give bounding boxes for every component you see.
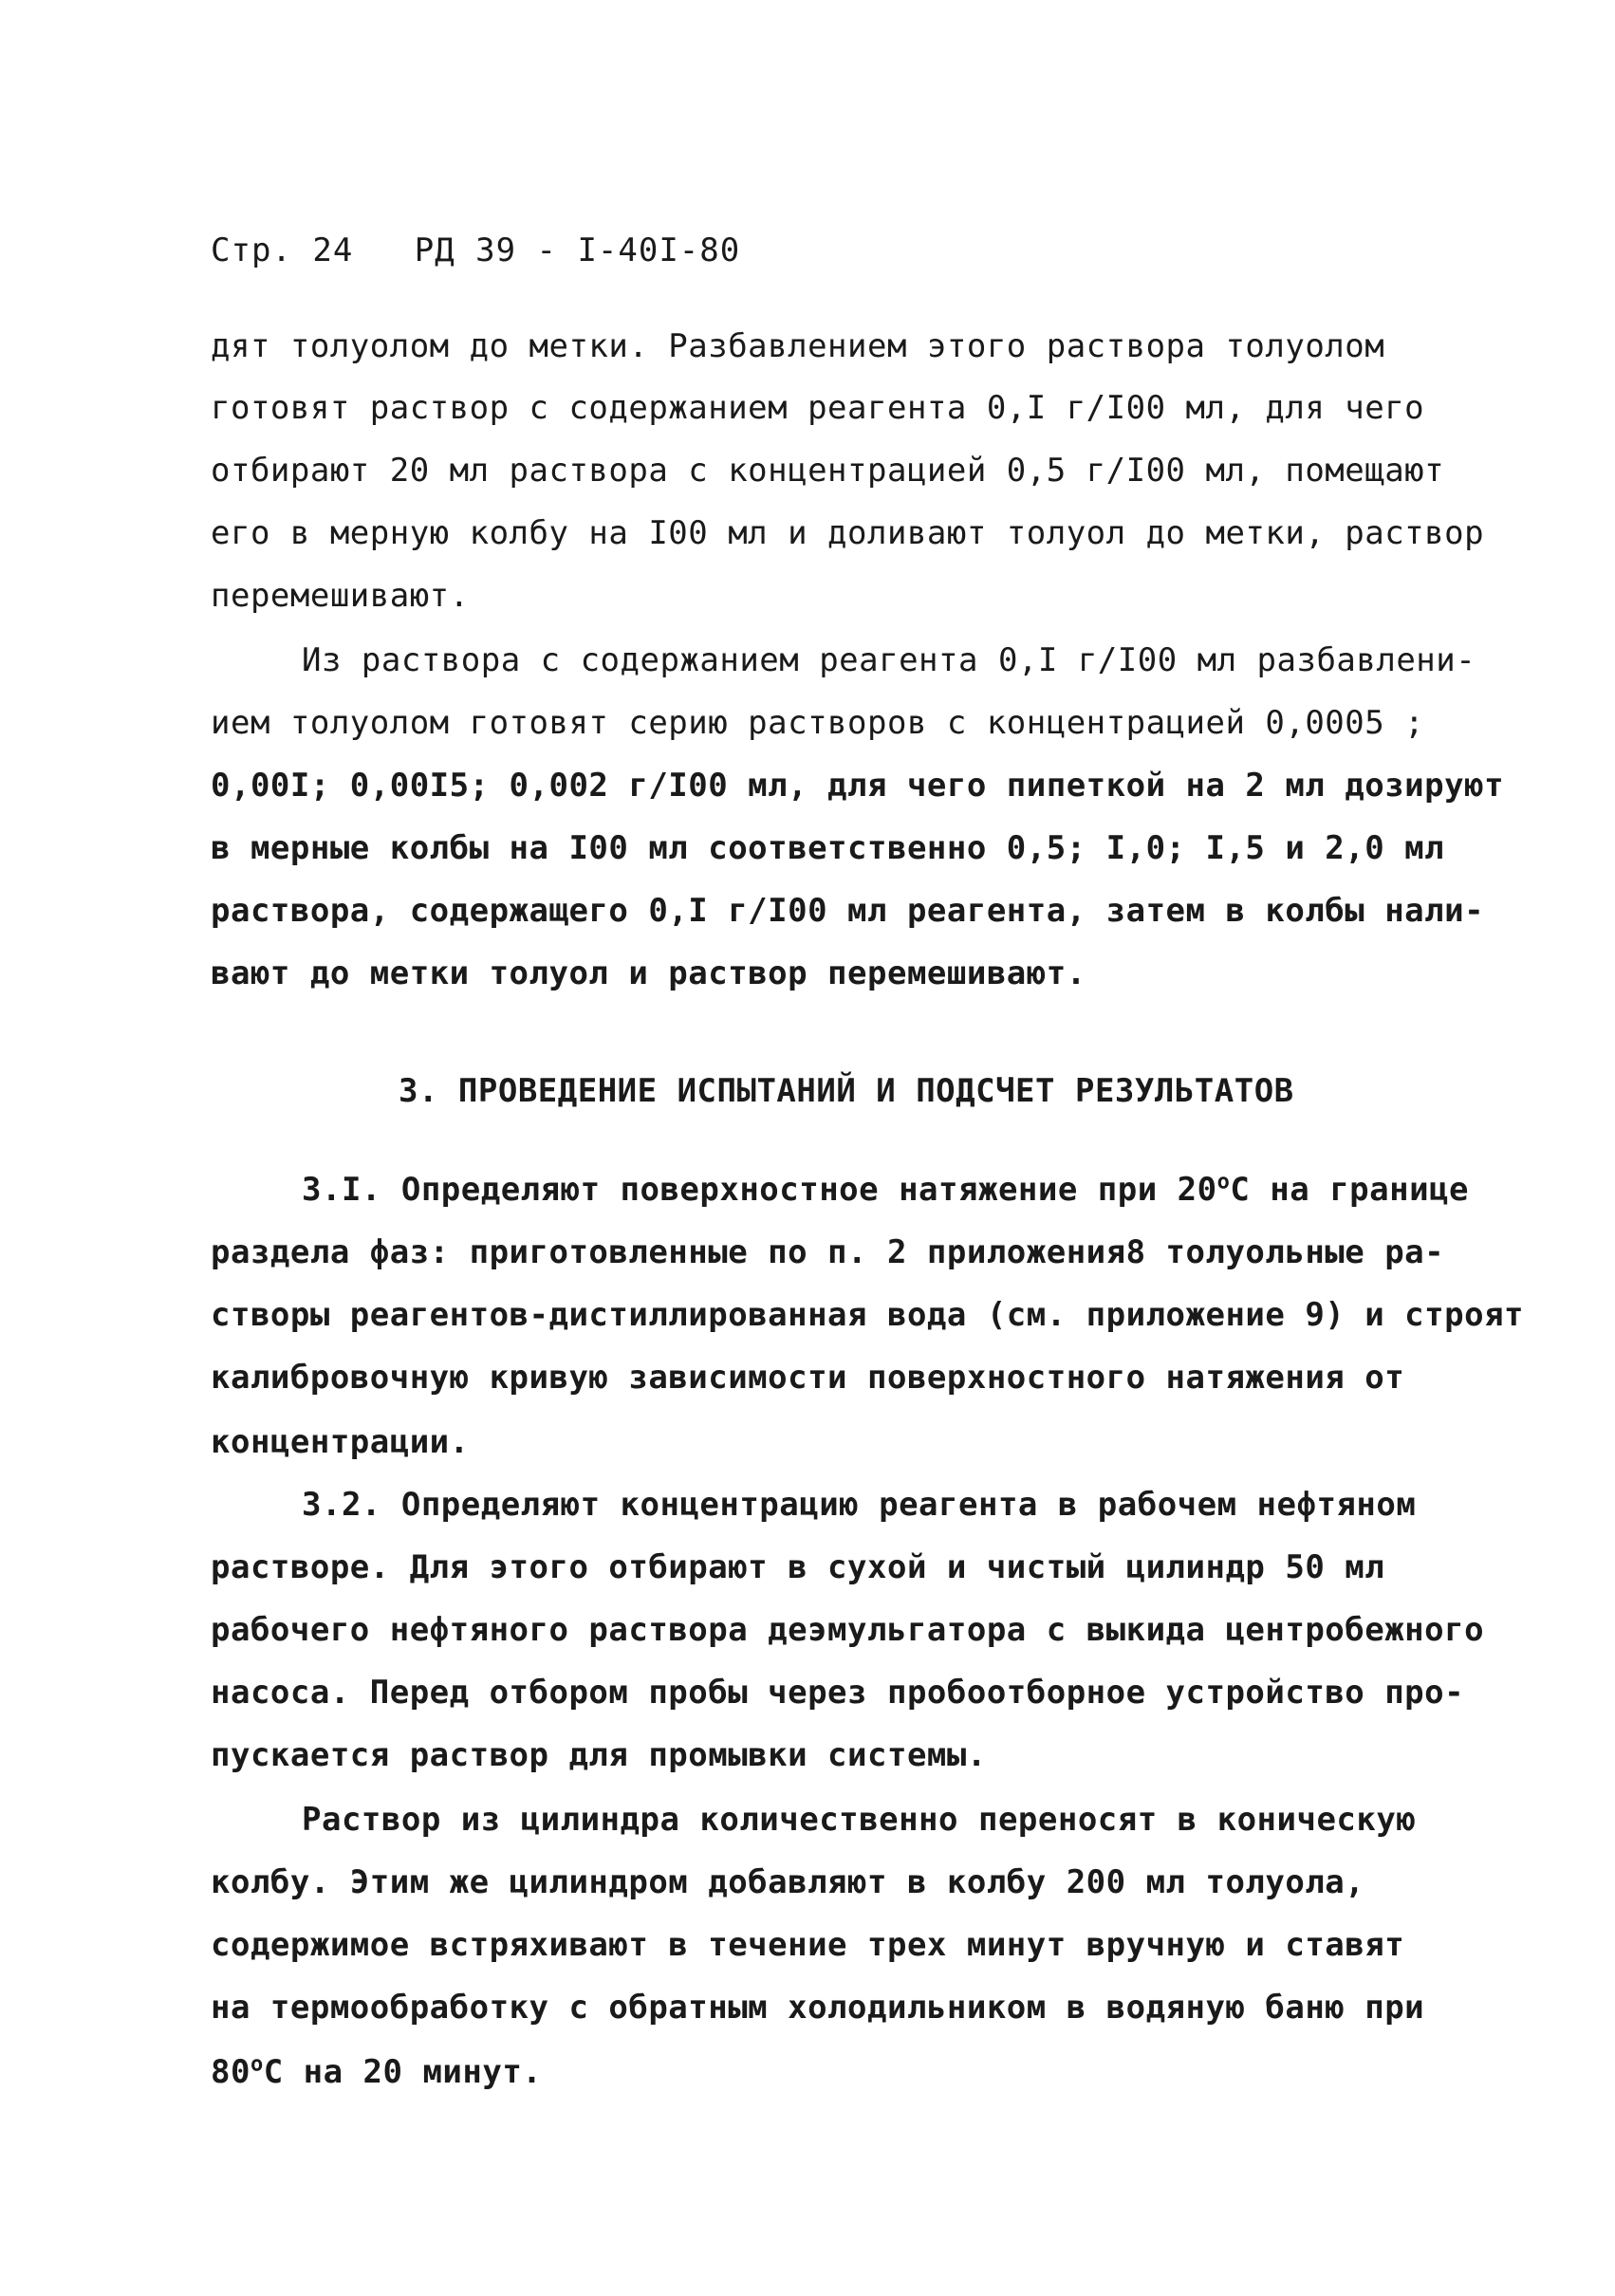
paragraph5-line-2: колбу. Этим же цилиндром добавляют в колбу 200 мл толуола, (211, 1863, 1365, 1901)
paragraph5-line-5-tail: С на 20 минут. (263, 2053, 543, 2091)
paragraph4-line-1: 3.2. Определяют концентрацию реагента в рабочем нефтяном (302, 1486, 1417, 1524)
paragraph1-line-3: отбирают 20 мл раствора с концентрацией 0,5 г/I00 мл, помещают (211, 452, 1445, 490)
paragraph5-line-4: на термообработку с обратным холодильником в водяную баню при (211, 1989, 1425, 2027)
paragraph2-line-1: Из раствора с содержанием реагента 0,I г/I00 мл разбавлени- (302, 641, 1476, 679)
paragraph2-line-6: вают до метки толуол и раствор перемешивают. (211, 954, 1086, 992)
paragraph5-line-3: содержимое встряхивают в течение трех минут вручную и ставят (211, 1926, 1405, 1964)
paragraph3-line-4: калибровочную кривую зависимости поверхностного натяжения от (211, 1359, 1405, 1397)
paragraph5-line-5-text: 80 (211, 2053, 251, 2091)
paragraph3-line-5: концентрации. (211, 1423, 470, 1461)
paragraph1-line-4: его в мерную колбу на I00 мл и доливают толуол до метки, раствор (211, 514, 1485, 552)
paragraph5-line-1: Раствор из цилиндра количественно переносят в коническую (302, 1801, 1417, 1839)
paragraph3-line-2: раздела фаз: приготовленные по п. 2 приложения8 толуольные ра- (211, 1233, 1445, 1271)
paragraph4-line-3: рабочего нефтяного раствора деэмульгатора с выкида центробежного (211, 1611, 1485, 1649)
paragraph1-line-2: готовят раствор с содержанием реагента 0,I г/I00 мл, для чего (211, 389, 1425, 427)
paragraph2-line-5: раствора, содержащего 0,I г/I00 мл реагента, затем в колбы нали- (211, 892, 1485, 930)
paragraph3-line-1-tail: С на границе (1230, 1171, 1469, 1209)
paragraph4-line-2: растворе. Для этого отбирают в сухой и чистый цилиндр 50 мл (211, 1548, 1385, 1586)
paragraph1-line-5: перемешивают. (211, 577, 470, 615)
paragraph5-line-5 (211, 2053, 542, 2091)
degree-sign: о (1216, 1170, 1231, 1194)
paragraph3-line-1-text: 3.I. Определяют поверхностное натяжение при 20 (302, 1171, 1217, 1209)
paragraph4-line-4: насоса. Перед отбором пробы через пробоотборное устройство про- (211, 1674, 1465, 1712)
paragraph4-line-5: пускается раствор для промывки системы. (211, 1736, 987, 1774)
paragraph1-line-1: дят толуолом до метки. Разбавлением этого раствора толуолом (211, 327, 1385, 365)
paragraph3-line-3: створы реагентов-дистиллированная вода (см. приложение 9) и строят (211, 1296, 1525, 1334)
paragraph3-line-1 (302, 1171, 1469, 1209)
page-header: Стр. 24 РД 39 - I-40I-80 (211, 231, 741, 269)
paragraph2-line-2: ием толуолом готовят серию растворов с концентрацией 0,0005 ; (211, 704, 1425, 742)
paragraph2-line-4: в мерные колбы на I00 мл соответственно 0,5; I,0; I,5 и 2,0 мл (211, 829, 1445, 867)
degree-sign: о (250, 2052, 264, 2077)
section-heading: 3. ПРОВЕДЕНИЕ ИСПЫТАНИЙ И ПОДСЧЕТ РЕЗУЛЬТАТОВ (399, 1072, 1294, 1110)
paragraph2-line-3: 0,00I; 0,00I5; 0,002 г/I00 мл, для чего пипеткой на 2 мл дозируют (211, 767, 1505, 805)
